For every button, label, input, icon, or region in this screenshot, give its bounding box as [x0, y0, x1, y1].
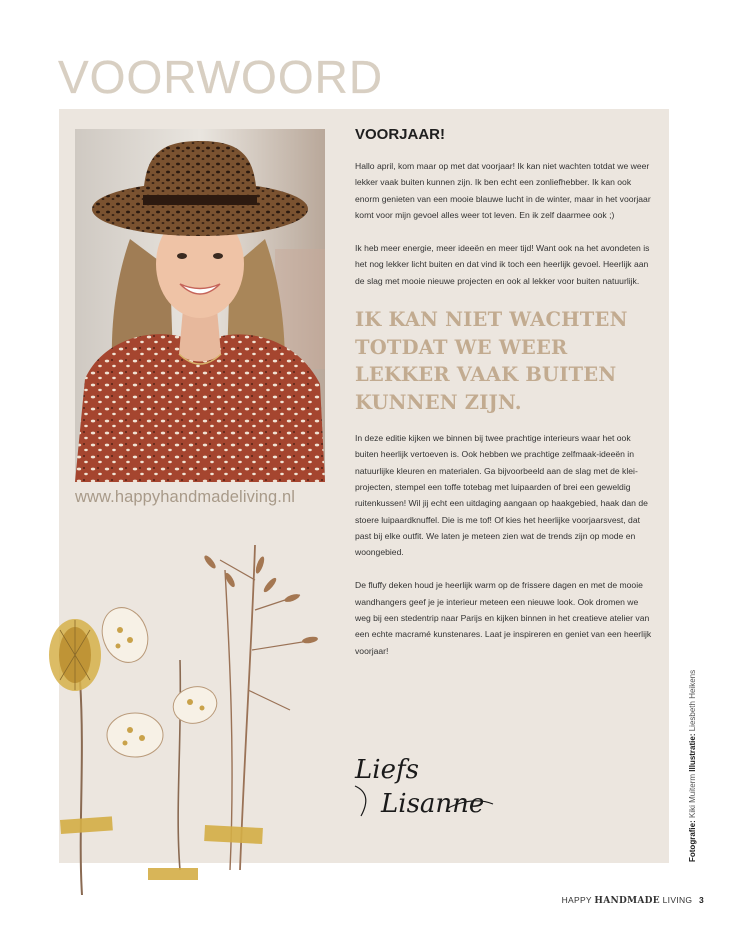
footer-happy: HAPPY	[561, 895, 592, 905]
footer-living: LIVING	[662, 895, 693, 905]
photo-credit-label: Fotografie:	[688, 820, 697, 862]
article-column	[355, 126, 655, 676]
website-url[interactable]: www.happyhandmadeliving.nl	[75, 488, 295, 506]
signature	[353, 746, 503, 826]
portrait-photo	[75, 129, 325, 482]
photo-illustration-credit	[688, 642, 697, 862]
page-footer	[562, 895, 704, 906]
footer-handmade: HANDMADE	[594, 896, 660, 906]
illustration-credit-label: Illustratie:	[688, 733, 697, 772]
photo-credit-name: Kiki Muiterm	[688, 773, 697, 818]
signature-lisanne: Lisanne	[381, 789, 485, 819]
article-heading: VOORJAAR!	[355, 126, 446, 143]
pull-quote: IK KAN NIET WACHTEN TOTDAT WE WEER LEKKER VAAK BUITEN KUNNEN ZIJN.	[355, 308, 628, 414]
page-number: 3	[698, 895, 704, 905]
paragraph-closing: De fluffy deken houd je heerlijk warm op de frissere dagen en met de mooie wandhangers geef je je interieur meteen een nieuwe look. Ook dromen we weg bij een stedentrip naar Parijs en kijken binnen in het creatieve atelier van een echte macramé kunstenares. Laat je inspireren en geniet van een heerlijk voorjaar!	[355, 580, 652, 656]
page-title: VOORWOORD	[58, 51, 384, 103]
botanical-illustration	[30, 540, 330, 900]
paragraph-energy: Ik heb meer energie, meer ideeën en meer tijd! Want ook na het avondeten is het nog lekker licht buiten en dat vind ik toch een heerlijk gevoel. Heerlijk aan de slag met mooie nieuwe projecten en ook al lekker voor buiten natuurlijk.	[355, 243, 650, 286]
paragraph-intro: Hallo april, kom maar op met dat voorjaar! Ik kan niet wachten totdat we weer lekker vaak buiten kunnen zijn. Ik ben echt een zonliefhebber. Ik kan ook enorm genieten van een mooie blauwe lucht in de winter, maar in het voorjaar komt voor mijn gevoel alles weer tot leven. En ik zelf daarmee ook ;)	[355, 161, 651, 220]
signature-liefs: Liefs	[355, 755, 419, 785]
illustration-credit-name: Liesbeth Heikens	[688, 669, 697, 732]
paragraph-edition: In deze editie kijken we binnen bij twee prachtige interieurs waar het ook buiten heerlijk vertoeven is. Ook hebben we prachtige zelfmaak-ideeën in natuurlijke kleuren en materialen. Ga bijvoorbeeld aan de slag met de klei-projecten, stempel een toffe totebag met luipaarden of brei een geweldig ruitenkussen! Wil jij echt een uitdaging aangaan op haakgebied, haak dan de stoere luipaardknuffel. Die is me tof! Of kies het heerlijke voorjaarsvest, dat past bij elke outfit. We laten je meteen zien wat de trends zijn op mode en woongebied.	[355, 433, 648, 558]
